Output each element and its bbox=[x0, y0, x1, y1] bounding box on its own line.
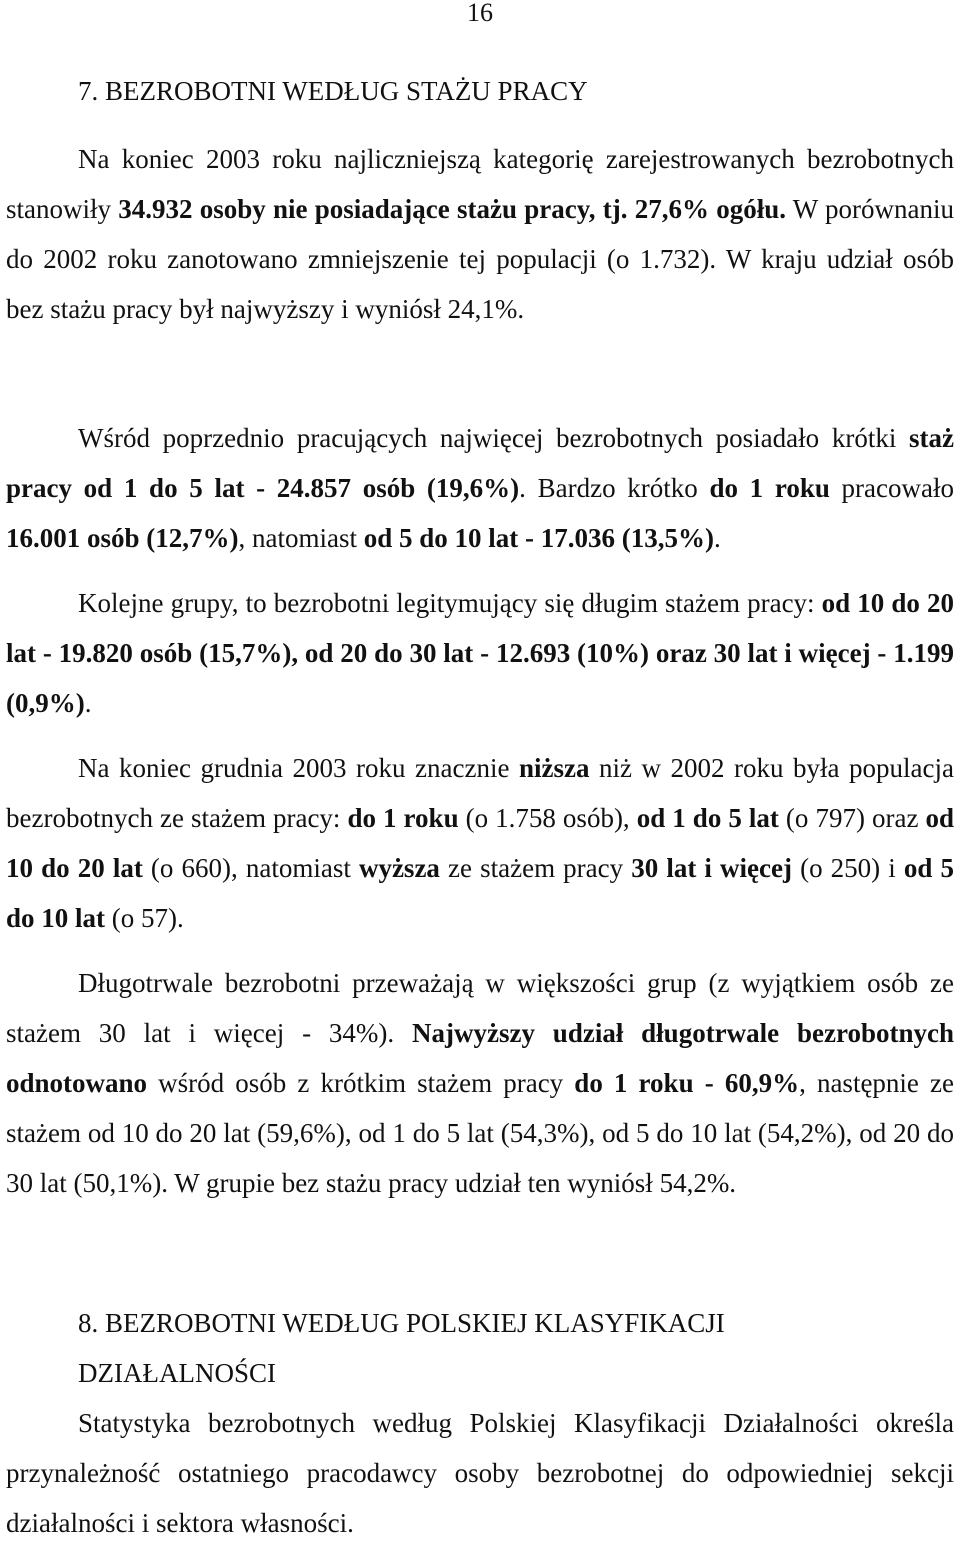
text-run: wśród osób z krótkim stażem pracy bbox=[147, 1068, 575, 1098]
bold-text-run: od 5 do 10 lat - 17.036 (13,5%) bbox=[363, 523, 714, 553]
text-run: Na koniec grudnia 2003 roku znacznie bbox=[78, 753, 519, 783]
text-run: . Bardzo krótko bbox=[519, 473, 710, 503]
bold-text-run: do 1 roku - 60,9% bbox=[574, 1068, 800, 1098]
text-run: niż w 2002 roku była populacja bezrobotnych ze stażem pracy: bbox=[6, 753, 955, 833]
section-7-heading: 7. BEZROBOTNI WEDŁUG STAŻU PRACY bbox=[78, 76, 588, 106]
text-run: (o 660), natomiast bbox=[142, 853, 359, 883]
bold-text-run: niższa bbox=[518, 753, 590, 783]
text-run: (o 57). bbox=[105, 903, 184, 933]
text-run: . bbox=[714, 523, 721, 553]
paragraph bbox=[6, 413, 954, 563]
bold-text-run: 34.932 osoby nie posiadające stażu pracy, tj. 27,6% ogółu. bbox=[118, 194, 787, 224]
bold-text-run: do 1 roku bbox=[709, 473, 830, 503]
text-run: Długotrwale bezrobotni przeważają w większości grup (z wyjątkiem osób ze stażem 30 lat i więcej - 34%). bbox=[6, 968, 954, 1048]
text-run: , następnie ze stażem od 10 do 20 lat (59,6%), od 1 do 5 lat (54,3%), od 5 do 10 lat (54,2%), od 20 do 30 lat (50,1%). W grupie bez stażu pracy udział ten wyniósł 54,2%. bbox=[6, 1068, 954, 1198]
paragraph bbox=[6, 958, 954, 1208]
paragraph bbox=[6, 1398, 954, 1548]
text-run: ze stażem pracy bbox=[439, 853, 632, 883]
paragraph bbox=[6, 134, 954, 334]
text-run: (o 1.758 osób), bbox=[458, 803, 637, 833]
paragraph bbox=[6, 743, 954, 943]
bold-text-run: 30 lat i więcej bbox=[631, 853, 792, 883]
text-run: . bbox=[84, 688, 92, 718]
text-run: Wśród poprzednio pracujących najwięcej bezrobotnych posiadało krótki bbox=[78, 423, 910, 453]
text-run: Na koniec 2003 roku najliczniejszą kategorię zarejestrowanych bezrobotnych stanowiły bbox=[6, 144, 954, 224]
bold-text-run: od 1 do 5 lat bbox=[636, 803, 779, 833]
bold-text-run: do 1 roku bbox=[347, 803, 459, 833]
text-run: Statystyka bezrobotnych według Polskiej Klasyfikacji Działalności określa przynależność ostatniego pracodawcy osoby bezrobotnej do odpowiedniej sekcji działalności i sektora własności. bbox=[6, 1408, 954, 1538]
bold-text-run: od 5 do 10 lat bbox=[6, 853, 955, 933]
text-run: pracowało bbox=[829, 473, 954, 503]
bold-text-run: 16.001 osób (12,7%) bbox=[6, 523, 239, 553]
text-run: W porównaniu do 2002 roku zanotowano zmniejszenie tej populacji (o 1.732). W kraju udział osób bez stażu pracy był najwyższy i wyniósł 24,1%. bbox=[6, 194, 954, 324]
text-run: (o 250) i bbox=[791, 853, 904, 883]
paragraph bbox=[6, 578, 954, 728]
text-run: , natomiast bbox=[238, 523, 364, 553]
page-number: 16 bbox=[467, 0, 493, 27]
bold-text-run: od 10 do 20 lat - 19.820 osób (15,7%), od 20 do 30 lat - 12.693 (10%) oraz 30 lat i więcej - 1.199 (0,9%) bbox=[6, 588, 954, 718]
text-run: Kolejne grupy, to bezrobotni legitymujący się długim stażem pracy: bbox=[78, 588, 822, 618]
text-run: (o 797) oraz bbox=[778, 803, 926, 833]
bold-text-run: od 10 do 20 lat bbox=[6, 803, 954, 883]
bold-text-run: Najwyższy udział długotrwale bezrobotnych odnotowano bbox=[6, 1018, 954, 1098]
bold-text-run: wyższa bbox=[358, 853, 440, 883]
bold-text-run: staż pracy od 1 do 5 lat - 24.857 osób (19,6%) bbox=[6, 423, 954, 503]
section-8-heading: 8. BEZROBOTNI WEDŁUG POLSKIEJ KLASYFIKACJI DZIAŁALNOŚCI bbox=[78, 1308, 725, 1388]
